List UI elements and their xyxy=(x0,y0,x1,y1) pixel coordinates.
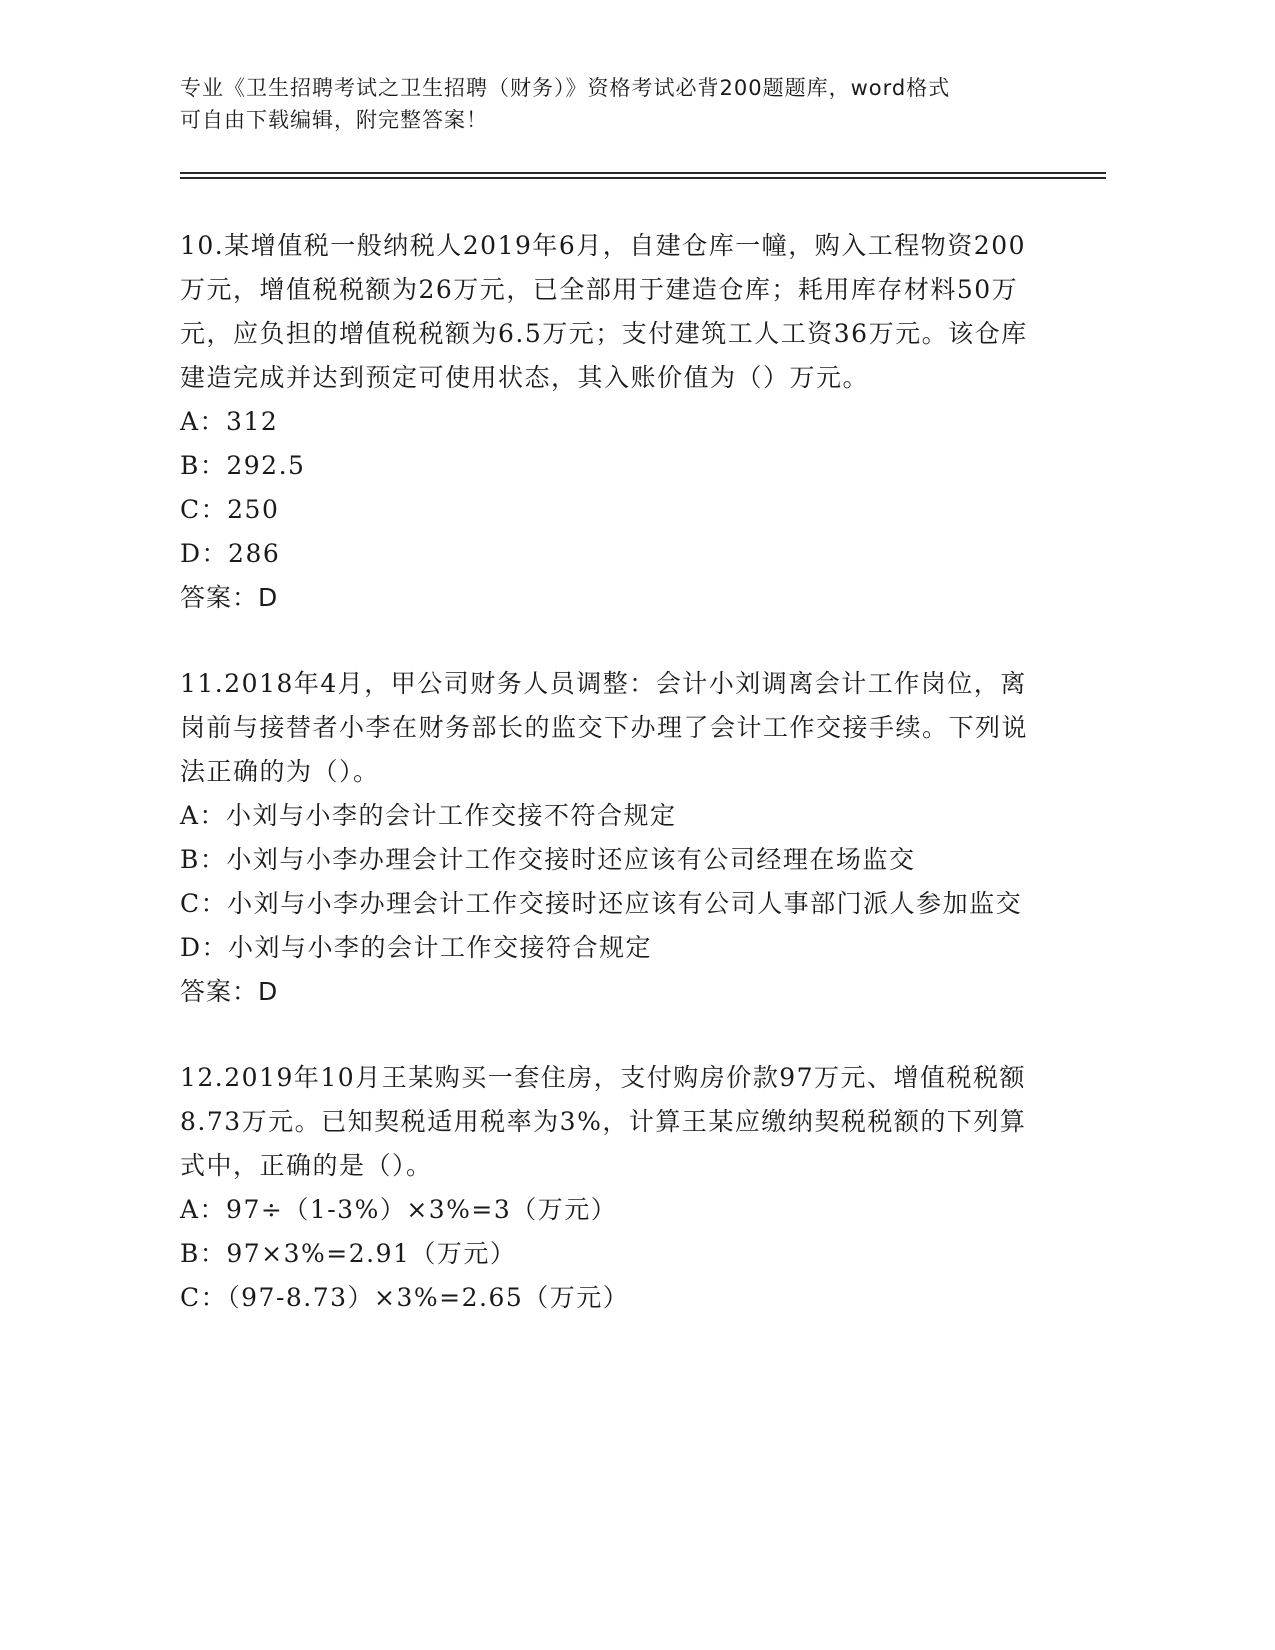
header-divider-bottom xyxy=(180,177,1106,179)
header-line-2: 可自由下载编辑，附完整答案！ xyxy=(180,108,488,132)
option-c: C：（97-8.73）×3%=2.65（万元） xyxy=(180,1283,630,1312)
header-divider-top xyxy=(180,172,1106,174)
answer: 答案：D xyxy=(180,977,279,1006)
question-12 xyxy=(180,1056,1040,1320)
document-header xyxy=(180,72,1060,136)
option-a: A：小刘与小李的会计工作交接不符合规定 xyxy=(180,801,677,830)
option-d: D：286 xyxy=(180,539,281,568)
question-text: 12.2019年10月王某购买一套住房，支付购房价款97万元、增值税税额8.73万元。已知契税适用税率为3%，计算王某应缴纳契税税额的下列算式中，正确的是（）。 xyxy=(180,1063,1027,1180)
option-b: B：小刘与小李办理会计工作交接时还应该有公司经理在场监交 xyxy=(180,845,916,874)
question-11 xyxy=(180,662,1040,1014)
question-list xyxy=(180,224,1040,1362)
option-d: D：小刘与小李的会计工作交接符合规定 xyxy=(180,933,653,962)
option-c: C：小刘与小李办理会计工作交接时还应该有公司人事部门派人参加监交 xyxy=(180,889,1023,918)
option-a: A：97÷（1-3%）×3%=3（万元） xyxy=(180,1195,618,1224)
option-c: C：250 xyxy=(180,495,280,524)
answer: 答案：D xyxy=(180,583,279,612)
option-b: B：292.5 xyxy=(180,451,306,480)
question-text: 11.2018年4月，甲公司财务人员调整：会计小刘调离会计工作岗位，离岗前与接替者小李在财务部长的监交下办理了会计工作交接手续。下列说法正确的为（）。 xyxy=(180,669,1029,786)
question-10 xyxy=(180,224,1040,620)
question-text: 10.某增值税一般纳税人2019年6月，自建仓库一幢，购入工程物资200万元，增值税税额为26万元，已全部用于建造仓库；耗用库存材料50万元，应负担的增值税税额为6.5万元；支付建筑工人工资36万元。该仓库建造完成并达到预定可使用状态，其入账价值为（）万元。 xyxy=(180,231,1028,392)
option-a: A：312 xyxy=(180,407,279,436)
header-line-1: 专业《卫生招聘考试之卫生招聘（财务）》资格考试必背200题题库，word格式 xyxy=(180,76,951,100)
option-b: B：97×3%=2.91（万元） xyxy=(180,1239,517,1268)
